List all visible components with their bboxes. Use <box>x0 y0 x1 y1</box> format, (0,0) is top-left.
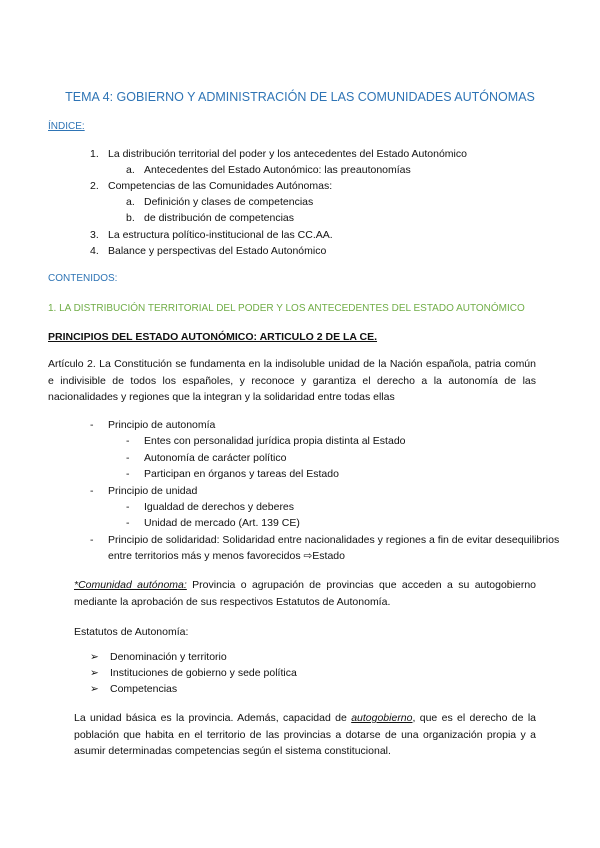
estatutos-label: Estatutos de Autonomía: <box>74 626 189 638</box>
index-item: 3. La estructura político-institucional de las CC.AA. <box>90 229 333 241</box>
principle-item: - Principio de unidad <box>90 485 198 497</box>
contenidos-label: CONTENIDOS: <box>48 273 118 284</box>
arrow-bullet-icon: ➢ <box>90 667 99 679</box>
arrow-bullet-icon: ➢ <box>90 651 99 663</box>
indice-label: ÍNDICE: <box>48 121 85 132</box>
principle-subitem: - Igualdad de derechos y deberes <box>126 501 295 513</box>
index-item: 1. La distribución territorial del poder y los antecedentes del Estado Autonómico <box>90 148 467 160</box>
document-title: TEMA 4: GOBIERNO Y ADMINISTRACIÓN DE LAS COMUNIDADES AUTÓNOMAS <box>65 90 535 104</box>
principle-subitem: - Entes con personalidad jurídica propia distinta al Estado <box>126 435 406 447</box>
index-subitem: a. Definición y clases de competencias <box>126 196 314 208</box>
principle-subitem: - Autonomía de carácter político <box>126 452 287 464</box>
arrow-bullet-icon: ➢ <box>90 683 99 695</box>
final-paragraph: La unidad básica es la provincia. Además, capacidad de autogobierno, que es el derecho de la población que habita en el territorio de las provincias a dotarse de una organización propia y a asumir determinadas competencias según el sistema constitucional. <box>74 712 536 757</box>
principle-item: - Principio de autonomía <box>90 419 216 431</box>
comunidad-autonoma-definition: *Comunidad autónoma: Provincia o agrupación de provincias que acceden a su autogobierno mediante la aprobación de sus respectivos Estatutos de Autonomía. <box>74 579 536 608</box>
principle-subitem: - Unidad de mercado (Art. 139 CE) <box>126 517 300 529</box>
index-item: 4. Balance y perspectivas del Estado Autonómico <box>90 245 327 257</box>
section-1-heading: 1. LA DISTRIBUCIÓN TERRITORIAL DEL PODER Y LOS ANTECEDENTES DEL ESTADO AUTONÓMICO <box>48 303 525 314</box>
principle-item-continuation: entre territorios más y menos favorecidos ⇨Estado <box>108 550 345 562</box>
articulo-2-text: Artículo 2. La Constitución se fundamenta en la indisoluble unidad de la Nación española, patria común e indivisible de todos los españoles, y reconoce y garantiza el derecho a la autonomía de las nacionalidades y regiones que la integran y la solidaridad entre todas ellas <box>48 358 536 403</box>
principios-heading: PRINCIPIOS DEL ESTADO AUTONÓMICO: ARTICULO 2 DE LA CE. <box>48 331 378 343</box>
estatutos-item: ➢ Competencias <box>90 683 178 695</box>
index-item: 2. Competencias de las Comunidades Autónomas: <box>90 180 333 192</box>
principle-item: - Principio de solidaridad: Solidaridad entre nacionalidades y regiones a fin de evitar desequilibrios <box>90 534 560 546</box>
autogobierno-term: autogobierno <box>351 712 413 724</box>
estatutos-item: ➢ Instituciones de gobierno y sede política <box>90 667 297 679</box>
principle-subitem: - Participan en órganos y tareas del Estado <box>126 468 339 480</box>
comunidad-autonoma-term: *Comunidad autónoma: <box>74 579 187 591</box>
estatutos-item: ➢ Denominación y territorio <box>90 651 227 663</box>
index-subitem: b. de distribución de competencias <box>126 212 295 224</box>
index-subitem: a. Antecedentes del Estado Autonómico: las preautonomías <box>126 164 411 176</box>
